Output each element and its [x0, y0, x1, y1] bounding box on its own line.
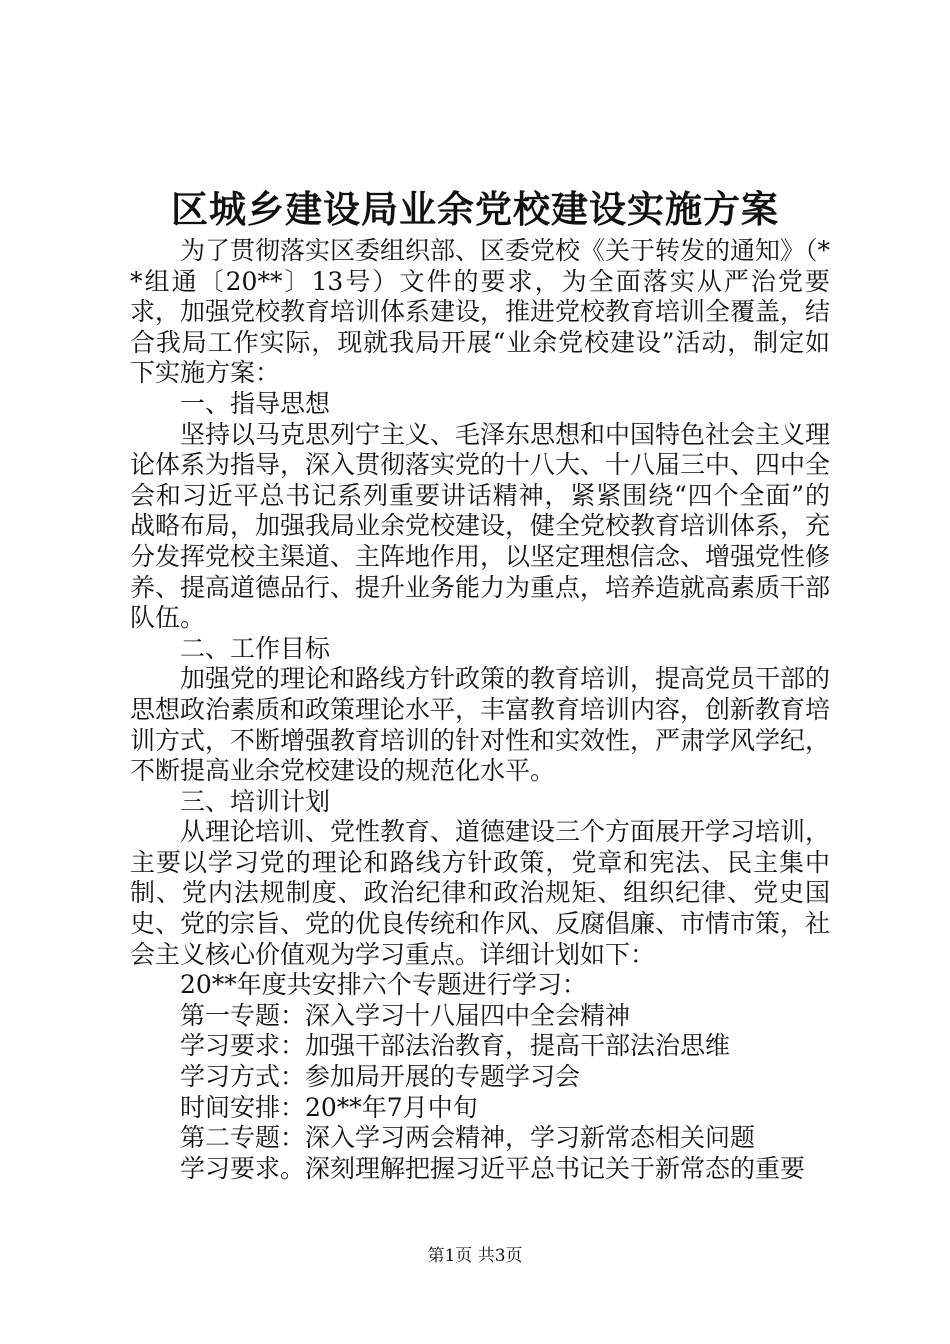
document-title: 区城乡建设局业余党校建设实施方案 [171, 187, 779, 231]
section-heading-guiding-ideology: 一、指导思想 [180, 388, 331, 418]
plan-line: 第一专题：深入学习十八届四中全会精神 [180, 1000, 631, 1030]
intro-paragraph: 为了贯彻落实区委组织部、区委党校《关于转发的通知》（**组通〔20**〕13号）文件的要求，为全面落实从严治党要求，加强党校教育培训体系建设，推进党校教育培训全覆盖，结合我局工作实际，现就我局开展“业余党校建设”活动，制定如下实施方案： [130, 236, 831, 388]
plan-line: 学习要求：加强干部法治教育，提高干部法治思维 [180, 1031, 731, 1061]
plan-line: 时间安排：20**年7月中旬 [180, 1092, 478, 1122]
section-heading-training-plan: 三、培训计划 [180, 786, 331, 816]
plan-line: 学习方式：参加局开展的专题学习会 [180, 1062, 581, 1092]
section-heading-work-goals: 二、工作目标 [180, 633, 331, 663]
document-body [130, 236, 830, 1184]
guiding-ideology-paragraph: 坚持以马克思列宁主义、毛泽东思想和中国特色社会主义理论体系为指导，深入贯彻落实党的十八大、十八届三中、四中全会和习近平总书记系列重要讲话精神，紧紧围绕“四个全面”的战略布局，加强我局业余党校建设，健全党校教育培训体系，充分发挥党校主渠道、主阵地作用，以坚定理想信念、增强党性修养、提高道德品行、提升业务能力为重点，培养造就高素质干部队伍。 [130, 419, 831, 633]
work-goals-paragraph: 加强党的理论和路线方针政策的教育培训，提高党员干部的思想政治素质和政策理论水平，丰富教育培训内容，创新教育培训方式，不断增强教育培训的针对性和实效性，严肃学风学纪，不断提高业余党校建设的规范化水平。 [130, 664, 831, 786]
page-footer: 第1页 共3页 [427, 1246, 523, 1266]
plan-line: 学习要求。深刻理解把握习近平总书记关于新常态的重要 [180, 1153, 806, 1183]
plan-line: 20**年度共安排六个专题进行学习： [180, 970, 587, 1000]
plan-line: 第二专题：深入学习两会精神，学习新常态相关问题 [180, 1123, 756, 1153]
training-plan-paragraph: 从理论培训、党性教育、道德建设三个方面展开学习培训，主要以学习党的理论和路线方针政策，党章和宪法、民主集中制、党内法规制度、政治纪律和政治规矩、组织纪律、党史国史、党的宗旨、党的优良传统和作风、反腐倡廉、市情市策，社会主义核心价值观为学习重点。详细计划如下： [130, 817, 831, 969]
